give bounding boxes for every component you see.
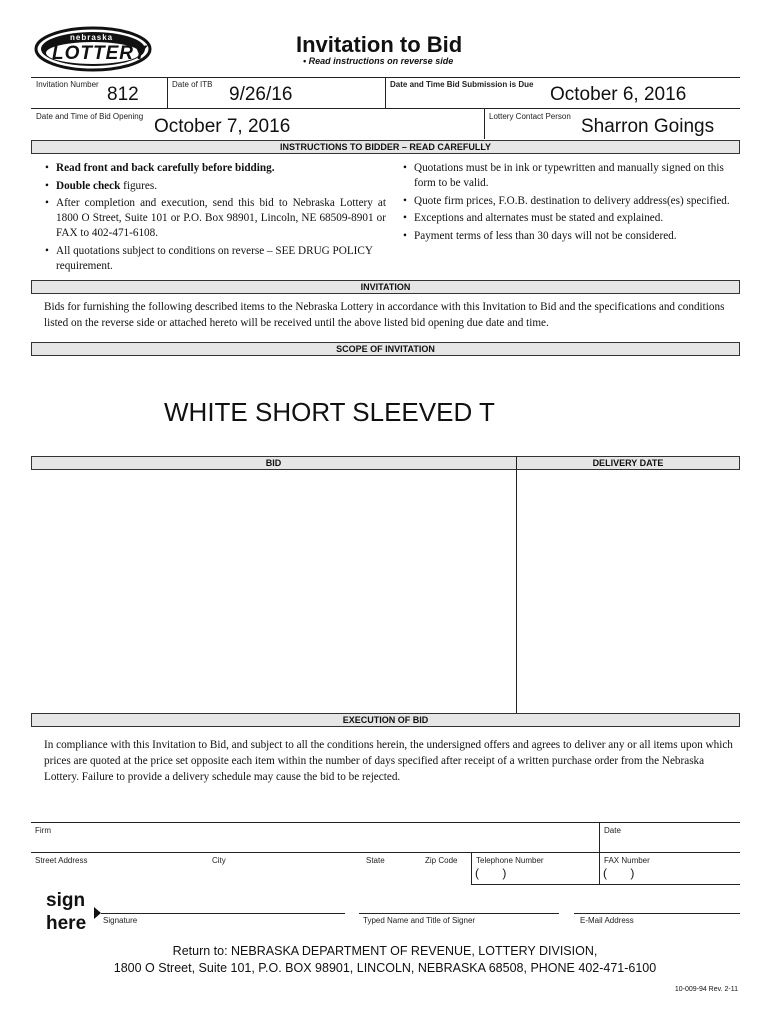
state-field[interactable] bbox=[364, 866, 419, 883]
execution-text: In compliance with this Invitation to Bid, and subject to all the conditions herein, the undersigned offers and agrees to deliver any or all items upon which prices are quoted at the price set opposite each item within the number of days specified after receipt of a written purchase order from the Nebraska Lottery. Failure to provide a delivery schedule may cause the bid to be rejected. bbox=[44, 739, 733, 783]
scope-text: WHITE SHORT SLEEVED T bbox=[164, 397, 495, 427]
telephone-field[interactable]: ( ) bbox=[475, 866, 507, 880]
fax-field[interactable]: ( ) bbox=[603, 866, 635, 880]
typed-name-line bbox=[359, 913, 559, 914]
bid-column-header: BID bbox=[265, 458, 282, 468]
email-label: E-Mail Address bbox=[580, 916, 634, 925]
sign-here-arrow-icon bbox=[94, 907, 101, 919]
fax-label: FAX Number bbox=[604, 856, 650, 865]
instructions-heading: INSTRUCTIONS TO BIDDER – READ CAREFULLY bbox=[31, 140, 740, 154]
signature-label: Signature bbox=[103, 916, 138, 925]
delivery-date-column-header: DELIVERY DATE bbox=[592, 458, 664, 468]
submission-due-label: Date and Time Bid Submission is Due bbox=[390, 80, 534, 89]
instruction-item-bold: Double check bbox=[56, 179, 121, 192]
form-divider bbox=[471, 852, 472, 885]
form-rule bbox=[471, 884, 740, 885]
street-address-field[interactable] bbox=[32, 866, 207, 883]
typed-name-label: Typed Name and Title of Signer bbox=[363, 916, 476, 925]
instruction-item bbox=[56, 179, 386, 194]
typed-name-field[interactable] bbox=[359, 897, 559, 913]
email-line bbox=[574, 913, 740, 914]
city-field[interactable] bbox=[210, 866, 360, 883]
instructions-right-list bbox=[402, 161, 742, 246]
email-field[interactable] bbox=[574, 897, 740, 913]
date-field[interactable] bbox=[601, 836, 739, 851]
bid-opening-label: Date and Time of Bid Opening bbox=[36, 112, 144, 121]
instruction-item: • Payment terms of less than 30 days will not be considered. bbox=[414, 229, 742, 244]
telephone-label: Telephone Number bbox=[476, 856, 544, 865]
logo-text-top: nebraska bbox=[70, 33, 114, 42]
firm-label: Firm bbox=[35, 826, 51, 835]
date-label: Date bbox=[604, 826, 621, 835]
city-label: City bbox=[212, 856, 226, 865]
page-subtitle: • Read instructions on reverse side bbox=[303, 56, 454, 66]
signature-field[interactable] bbox=[101, 897, 345, 913]
invitation-heading: INVITATION bbox=[31, 280, 740, 294]
contact-value[interactable]: Sharron Goings bbox=[581, 116, 715, 137]
invitation-number-value[interactable]: 812 bbox=[107, 84, 139, 105]
firm-field[interactable] bbox=[32, 836, 598, 851]
zip-code-label: Zip Code bbox=[425, 856, 458, 865]
submission-due-value[interactable]: October 6, 2016 bbox=[550, 84, 687, 105]
zip-code-field[interactable] bbox=[423, 866, 469, 883]
execution-heading: EXECUTION OF BID bbox=[31, 713, 740, 727]
instruction-item-bold: Read front and back carefully before bidding. bbox=[56, 162, 275, 174]
instruction-item: • Quotations must be in ink or typewritten and manually signed on this form to be valid. bbox=[414, 161, 742, 191]
state-label: State bbox=[366, 856, 385, 865]
instruction-item-text: After completion and execution, send this bid to Nebraska Lottery at 1800 O Street, Suite 101 or P.O. Box 98901, Lincoln, NE 68509-8901 or FAX to 402-471-6108. bbox=[56, 197, 386, 239]
date-itb-value[interactable]: 9/26/16 bbox=[229, 84, 293, 105]
instruction-item bbox=[56, 244, 386, 274]
instruction-item bbox=[56, 196, 386, 241]
invitation-text: Bids for furnishing the following described items to the Nebraska Lottery in accordance with this Invitation to Bid and the specifications and conditions listed on the reverse side or attached hereto will be received until the above listed bid opening due date and time. bbox=[44, 301, 725, 329]
return-address-line-2: 1800 O Street, Suite 101, P.O. BOX 98901, LINCOLN, NEBRASKA 68508, PHONE 402-471-6100 bbox=[113, 961, 657, 975]
form-number: 10-009-94 Rev. 2-11 bbox=[674, 986, 738, 993]
field-divider bbox=[167, 77, 168, 108]
form-rule bbox=[31, 852, 740, 853]
street-address-label: Street Address bbox=[35, 856, 88, 865]
page-title: Invitation to Bid bbox=[296, 32, 463, 57]
instruction-item-text: All quotations subject to conditions on reverse – SEE DRUG POLICY requirement. bbox=[56, 244, 373, 272]
contact-label: Lottery Contact Person bbox=[489, 112, 571, 121]
scope-heading: SCOPE OF INVITATION bbox=[31, 342, 740, 356]
lottery-logo bbox=[34, 26, 152, 72]
instructions-left-list bbox=[44, 161, 386, 276]
bid-area[interactable] bbox=[32, 470, 515, 713]
field-divider bbox=[484, 108, 485, 139]
form-divider bbox=[599, 852, 600, 885]
field-divider bbox=[385, 77, 386, 108]
bid-opening-value[interactable]: October 7, 2016 bbox=[154, 116, 291, 137]
sign-here-text: sign here bbox=[46, 890, 87, 934]
delivery-date-area[interactable] bbox=[517, 470, 739, 713]
instruction-item-text: figures. bbox=[120, 179, 157, 192]
return-address-line-1: Return to: NEBRASKA DEPARTMENT OF REVENUE, LOTTERY DIVISION, bbox=[172, 944, 598, 958]
date-itb-label: Date of ITB bbox=[172, 80, 213, 89]
row-rule bbox=[31, 108, 740, 109]
form-divider bbox=[599, 822, 600, 852]
logo-text-main: LOTTERY bbox=[52, 43, 148, 64]
instruction-item: • Quote firm prices, F.O.B. destination to delivery address(es) specified. bbox=[414, 194, 742, 209]
instruction-item: • Exceptions and alternates must be stated and explained. bbox=[414, 211, 742, 226]
invitation-number-label: Invitation Number bbox=[36, 80, 99, 89]
form-rule bbox=[31, 822, 740, 823]
instruction-item bbox=[56, 161, 386, 176]
signature-line bbox=[101, 913, 345, 914]
